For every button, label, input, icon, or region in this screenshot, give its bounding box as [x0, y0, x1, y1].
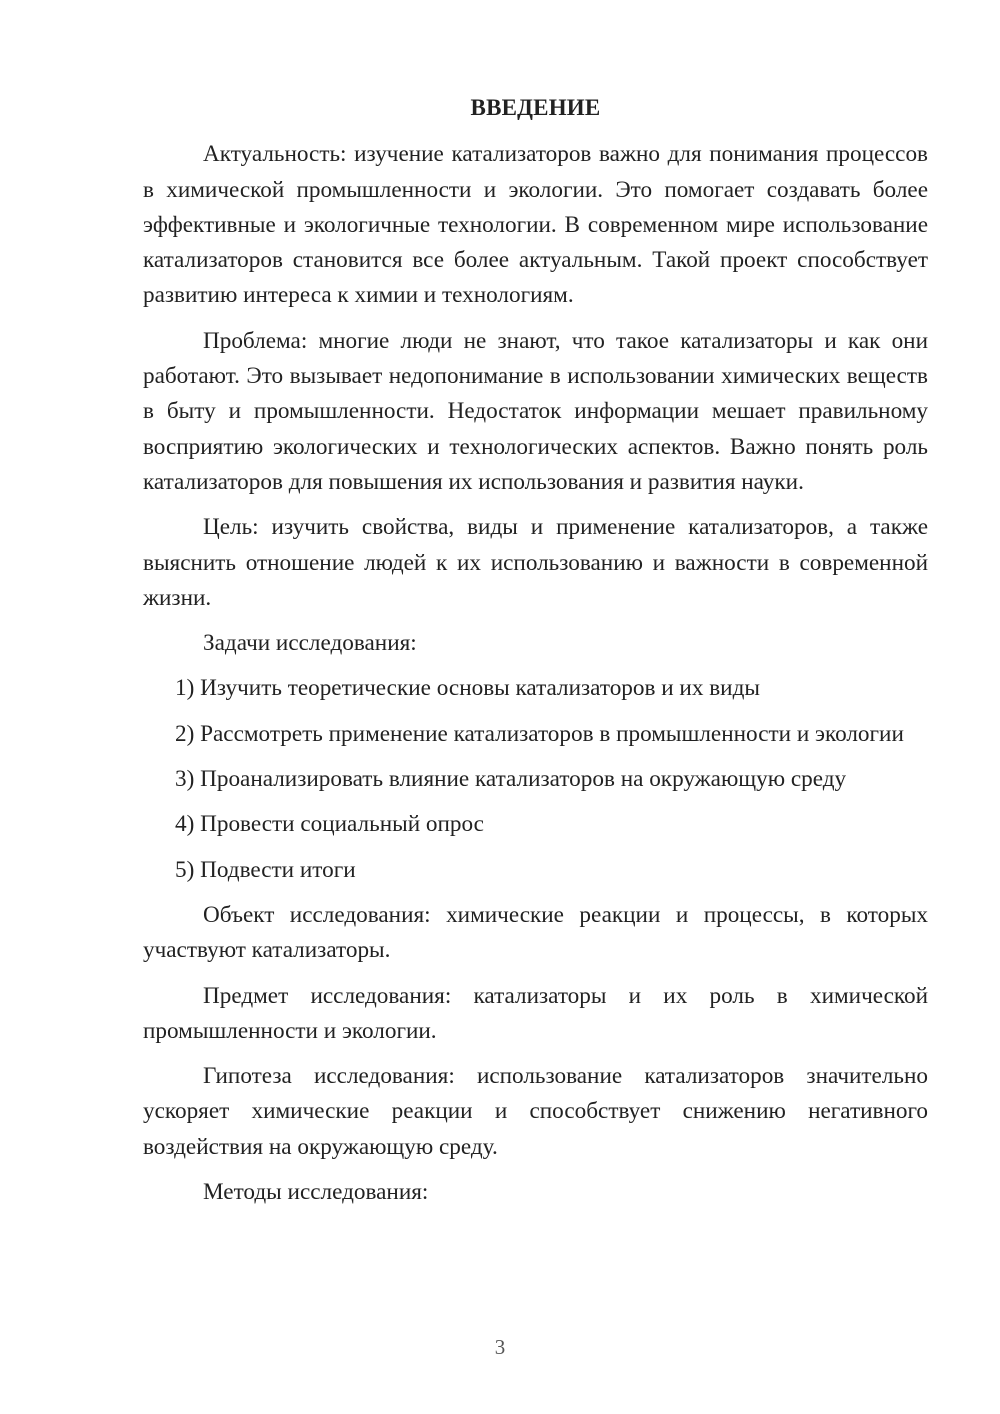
problem-paragraph: Проблема: многие люди не знают, что такое катализаторы и как они работают. Это вызывает недопонимание в использовании химических веществ в быту и промышленности. Недостаток информации мешает правильному восприятию экологических и технологических аспектов. Важно понять роль катализаторов для повышения их использования и развития науки. [143, 327, 928, 495]
goal-paragraph: Цель: изучить свойства, виды и применение катализаторов, а также выяснить отношение людей к их использованию и важности в современной жизни. [143, 514, 928, 611]
subject-paragraph: Предмет исследования: катализаторы и их роль в химической промышленности и экологии. [143, 982, 928, 1044]
task-item: 1) Изучить теоретические основы катализаторов и их виды [175, 675, 760, 702]
task-item: 2) Рассмотреть применение катализаторов в промышленности и экологии [175, 720, 904, 747]
task-item: 5) Подвести итоги [175, 856, 356, 883]
page-title: ВВЕДЕНИЕ [470, 95, 601, 120]
document-page [143, 90, 928, 1220]
task-item: 4) Провести социальный опрос [175, 811, 484, 838]
object-paragraph: Объект исследования: химические реакции и процессы, в которых участвуют катализаторы. [143, 901, 928, 964]
task-item: 3) Проанализировать влияние катализаторов на окружающую среду [175, 766, 847, 793]
hypothesis-paragraph: Гипотеза исследования: использование катализаторов значительно ускоряет химические реакции и способствует снижению негативного воздействия на окружающую среду. [143, 1063, 928, 1160]
tasks-heading: Задачи исследования: [203, 630, 417, 657]
methods-heading: Методы исследования: [203, 1179, 429, 1206]
page-number: 3 [494, 1335, 506, 1359]
relevance-paragraph: Актуальность: изучение катализаторов важно для понимания процессов в химической промышленности и экологии. Это помогает создавать более эффективные и экологичные технологии. В современном мире использование катализаторов становится все более актуальным. Такой проект способствует развитию интереса к химии и технологиям. [143, 141, 928, 309]
